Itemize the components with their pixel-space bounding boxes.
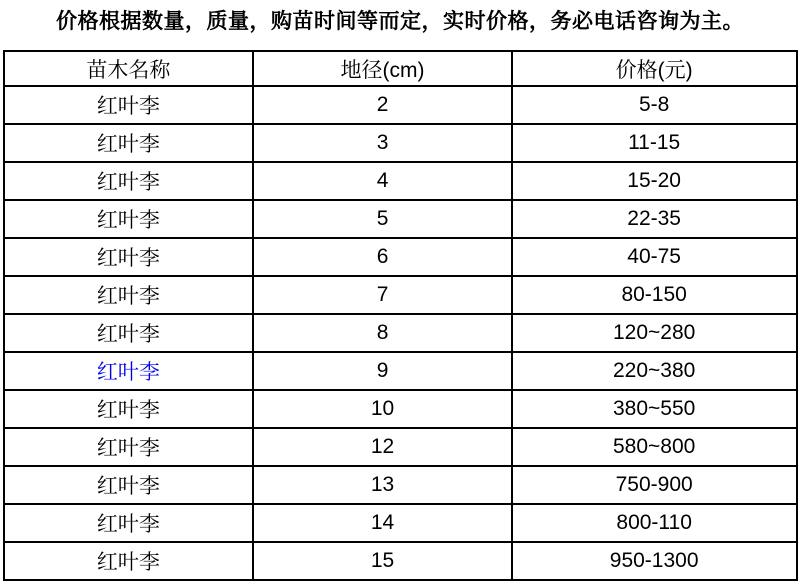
plant-name-cell: 红叶李 — [4, 542, 254, 580]
table-row — [4, 162, 797, 200]
diameter-cell: 10 — [253, 390, 512, 428]
table-row — [4, 200, 797, 238]
plant-name-cell: 红叶李 — [4, 276, 254, 314]
table-row — [4, 276, 797, 314]
diameter-cell: 5 — [253, 200, 512, 238]
price-cell: 40-75 — [512, 238, 797, 276]
price-cell: 750-900 — [512, 466, 797, 504]
header-diameter: 地径(cm) — [253, 51, 512, 86]
table-row — [4, 238, 797, 276]
plant-name-cell: 红叶李 — [4, 200, 254, 238]
table-row — [4, 352, 797, 390]
diameter-cell: 12 — [253, 428, 512, 466]
plant-name-cell: 红叶李 — [4, 162, 254, 200]
price-cell: 80-150 — [512, 276, 797, 314]
plant-name-cell: 红叶李 — [4, 504, 254, 542]
price-cell: 5-8 — [512, 86, 797, 124]
header-row — [4, 51, 797, 86]
diameter-cell: 4 — [253, 162, 512, 200]
diameter-cell: 3 — [253, 124, 512, 162]
price-cell: 950-1300 — [512, 542, 797, 580]
diameter-cell: 15 — [253, 542, 512, 580]
price-cell: 580~800 — [512, 428, 797, 466]
table-row — [4, 124, 797, 162]
table-row — [4, 504, 797, 542]
diameter-cell: 6 — [253, 238, 512, 276]
plant-name-cell: 红叶李 — [4, 124, 254, 162]
plant-name-cell: 红叶李 — [4, 86, 254, 124]
table-row — [4, 86, 797, 124]
plant-name-cell: 红叶李 — [4, 314, 254, 352]
plant-name-link[interactable]: 红叶李 — [4, 352, 254, 390]
price-cell: 11-15 — [512, 124, 797, 162]
diameter-cell: 7 — [253, 276, 512, 314]
plant-name-cell: 红叶李 — [4, 390, 254, 428]
diameter-cell: 8 — [253, 314, 512, 352]
diameter-cell: 13 — [253, 466, 512, 504]
price-table — [3, 50, 798, 581]
table-row — [4, 390, 797, 428]
table-body — [4, 86, 797, 580]
diameter-cell: 9 — [253, 352, 512, 390]
diameter-cell: 2 — [253, 86, 512, 124]
plant-name-cell: 红叶李 — [4, 428, 254, 466]
price-cell: 380~550 — [512, 390, 797, 428]
price-cell: 22-35 — [512, 200, 797, 238]
header-plant-name: 苗木名称 — [4, 51, 254, 86]
price-notice: 价格根据数量，质量，购苗时间等而定，实时价格，务必电话咨询为主。 — [56, 10, 744, 33]
table-row — [4, 428, 797, 466]
table-row — [4, 542, 797, 580]
table-row — [4, 466, 797, 504]
price-cell: 220~380 — [512, 352, 797, 390]
header-price: 价格(元) — [512, 51, 797, 86]
price-cell: 15-20 — [512, 162, 797, 200]
diameter-cell: 14 — [253, 504, 512, 542]
plant-name-cell: 红叶李 — [4, 238, 254, 276]
plant-name-cell: 红叶李 — [4, 466, 254, 504]
table-row — [4, 314, 797, 352]
price-cell: 800-110 — [512, 504, 797, 542]
price-cell: 120~280 — [512, 314, 797, 352]
